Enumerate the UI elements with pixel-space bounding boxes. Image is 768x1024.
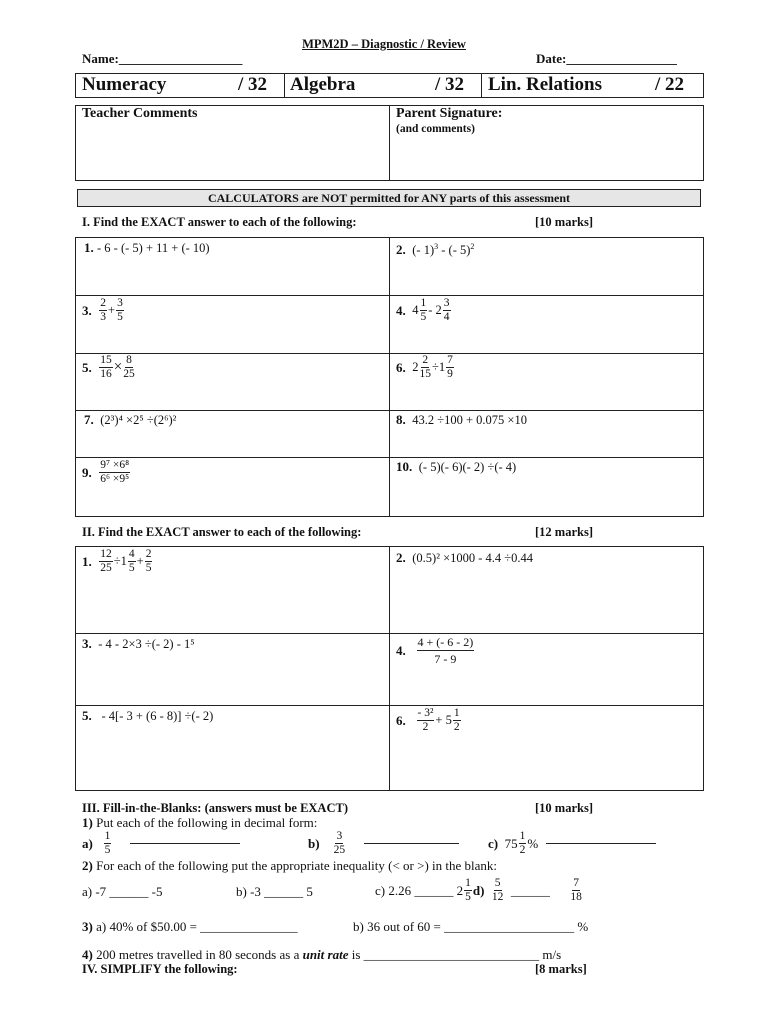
fraction: $\frac{\text{- 3²}}{2}$ [417, 707, 434, 733]
operator: - 2 [428, 303, 442, 317]
s1-q4-number: 4. [396, 302, 406, 318]
score-table [75, 73, 704, 98]
grid-row-line [75, 295, 704, 296]
fraction: $\frac{1}{5}$ [104, 830, 111, 856]
s2-q5-expression: - 4[- 3 + (6 - 8)] ÷(- 2) [101, 709, 214, 723]
s2-q5 [82, 708, 213, 724]
s1-q2-expression: (- 1)$^3$ - (- 5)$^2$ [412, 242, 475, 258]
part3-b: b) 36 out of 60 = ____________________ % [353, 919, 589, 934]
grid-divider [389, 237, 390, 517]
whole-number: 4 [412, 303, 419, 317]
part1-a: a) $\frac{1}{5}$ [82, 831, 240, 856]
score-total-algebra: / 32 [435, 74, 465, 95]
fraction: $\frac{15}{16}$ [100, 354, 112, 380]
section2-heading: II. Find the EXACT answer to each of the following: [82, 525, 362, 539]
s1-q7-number: 7. [84, 412, 94, 427]
fraction: $\frac{1}{5}$ [420, 297, 427, 323]
s1-q1 [84, 240, 210, 256]
fraction: $\frac{2}{3}$ [100, 297, 106, 323]
operator: ÷1 [113, 554, 127, 568]
s2-q4-number: 4. [396, 642, 406, 658]
s1-q1-expression: - 6 - (- 5) + 11 + (- 10) [97, 241, 210, 255]
section4-marks: [8 marks] [535, 962, 587, 976]
fraction: $\frac{3}{4}$ [443, 297, 450, 323]
fraction: $\frac{1}{2}$ [519, 830, 526, 856]
part1-prompt: 1) Put each of the following in decimal form: [82, 815, 318, 830]
inequality-b: b) -3 ______ 5 [236, 884, 313, 899]
s1-q3 [82, 298, 125, 323]
score-total-numeracy: / 32 [238, 74, 268, 95]
fraction: $\frac{1}{5}$ [465, 877, 471, 903]
score-label-lin-relations: Lin. Relations [488, 74, 603, 95]
section1-marks: [10 marks] [535, 215, 593, 229]
part1-b: b) $\frac{3}{25}$ [308, 831, 459, 856]
grid-row-line [75, 457, 704, 458]
s1-q7-expression: (2³)⁴ ×2⁵ ÷(2⁶)² [100, 413, 177, 427]
s1-q10-expression: (- 5)(- 6)(- 2) ÷(- 4) [418, 460, 517, 474]
comments-divider [389, 105, 390, 181]
score-divider [284, 73, 285, 98]
s1-q1-number: 1. [84, 240, 94, 255]
grid-row-line [75, 633, 704, 634]
s1-q9-number: 9. [82, 464, 92, 480]
grid-row-line [75, 410, 704, 411]
s1-q7 [84, 412, 176, 428]
part1-c: c) 75 $\frac{1}{2}$ % [488, 831, 656, 856]
grid-row-line [75, 353, 704, 354]
inequality-a: a) -7 ______ -5 [82, 884, 163, 899]
s1-q6-number: 6. [396, 359, 406, 375]
score-divider [481, 73, 482, 98]
s1-q8-expression: 43.2 ÷100 + 0.075 ×10 [412, 413, 527, 427]
s1-q10 [396, 459, 516, 475]
answer-blank[interactable] [364, 843, 459, 844]
s1-q2-number: 2. [396, 242, 406, 258]
fraction: $\frac{7}{9}$ [447, 354, 453, 380]
whole-number: 2 [412, 360, 419, 374]
score-total-lin-relations: / 22 [655, 74, 685, 95]
s2-q3 [82, 636, 195, 652]
teacher-comments-label: Teacher Comments [82, 106, 198, 121]
operator: × [113, 359, 123, 375]
fraction: $\frac{12}{25}$ [100, 548, 112, 574]
grid-row-line [75, 705, 704, 706]
s2-q2-number: 2. [396, 550, 406, 565]
operator: ÷1 [432, 360, 446, 374]
s1-q9 [82, 460, 131, 485]
fraction: $\frac{3}{5}$ [117, 297, 123, 323]
answer-blank[interactable] [546, 843, 656, 844]
s1-q3-number: 3. [82, 302, 92, 318]
fraction: $\frac{\text{9⁷ ×6⁸}}{\text{6⁶ ×9⁵}}$ [100, 459, 130, 485]
s2-q6 [396, 708, 462, 733]
s2-q4 [396, 635, 475, 666]
s2-q2-expression: (0.5)² ×1000 - 4.4 ÷0.44 [412, 551, 534, 565]
answer-blank[interactable] [130, 843, 240, 844]
fraction: $\frac{3}{25}$ [333, 830, 346, 856]
part4: 4) 200 metres travelled in 80 seconds as a unit rate is ___________________________ m/s [82, 947, 562, 962]
grid-divider [389, 546, 390, 791]
document-title: MPM2D – Diagnostic / Review [302, 37, 466, 51]
parent-signature-label: Parent Signature: [396, 106, 503, 121]
date-field: Date:_________________ [536, 51, 677, 66]
s1-q10-number: 10. [396, 459, 413, 474]
operator: + [136, 554, 144, 568]
section3-marks: [10 marks] [535, 801, 593, 815]
calculator-notice: CALCULATORS are NOT permitted for ANY parts of this assessment [77, 189, 701, 207]
s2-q1-number: 1. [82, 553, 92, 569]
s2-q2 [396, 550, 533, 566]
score-label-algebra: Algebra [290, 74, 356, 95]
s1-q8 [396, 412, 527, 428]
fraction: $\frac{2}{15}$ [419, 354, 431, 380]
s2-q3-number: 3. [82, 636, 92, 651]
operator: + 5 [435, 713, 452, 727]
fraction: $\frac{2}{5}$ [145, 548, 152, 574]
s2-q1 [82, 549, 153, 574]
inequality-c: c) 2.26 ______ 2 $\frac{1}{5}$ d) $\frac{5}{12}$ ______ $\frac{7}{18}$ [375, 877, 582, 903]
s1-q5 [82, 355, 136, 380]
fraction: $\frac{4 + (- 6 - 2)}{7 - 9}$ [417, 635, 474, 666]
operator: + [108, 303, 116, 317]
fraction: $\frac{7}{18}$ [570, 877, 582, 903]
parent-comments-sublabel: (and comments) [396, 123, 475, 135]
score-label-numeracy: Numeracy [82, 74, 167, 95]
fraction: $\frac{1}{2}$ [453, 707, 460, 733]
s1-q8-number: 8. [396, 412, 406, 427]
part3-a: 3) a) 40% of $50.00 = _______________ [82, 919, 298, 934]
fraction: $\frac{5}{12}$ [491, 877, 504, 903]
section3-heading: III. Fill-in-the-Blanks: (answers must be EXACT) [82, 801, 348, 815]
s2-q6-number: 6. [396, 712, 406, 728]
fraction: $\frac{4}{5}$ [128, 548, 135, 574]
s1-q5-number: 5. [82, 359, 92, 375]
s1-q2 [396, 242, 474, 258]
s2-q3-expression: - 4 - 2×3 ÷(- 2) - 1⁵ [98, 637, 195, 651]
section1-heading: I. Find the EXACT answer to each of the following: [82, 215, 357, 229]
s1-q4 [396, 298, 452, 323]
part2-prompt: 2) For each of the following put the appropriate inequality (< or >) in the blank: [82, 858, 498, 873]
fraction: $\frac{8}{25}$ [123, 354, 135, 380]
s1-q6 [396, 355, 455, 380]
s2-q5-number: 5. [82, 708, 92, 723]
section2-marks: [12 marks] [535, 525, 593, 539]
name-field: Name:___________________ [82, 51, 243, 66]
section4-heading: IV. SIMPLIFY the following: [82, 962, 238, 976]
answer-blank[interactable]: ______ [510, 882, 550, 898]
